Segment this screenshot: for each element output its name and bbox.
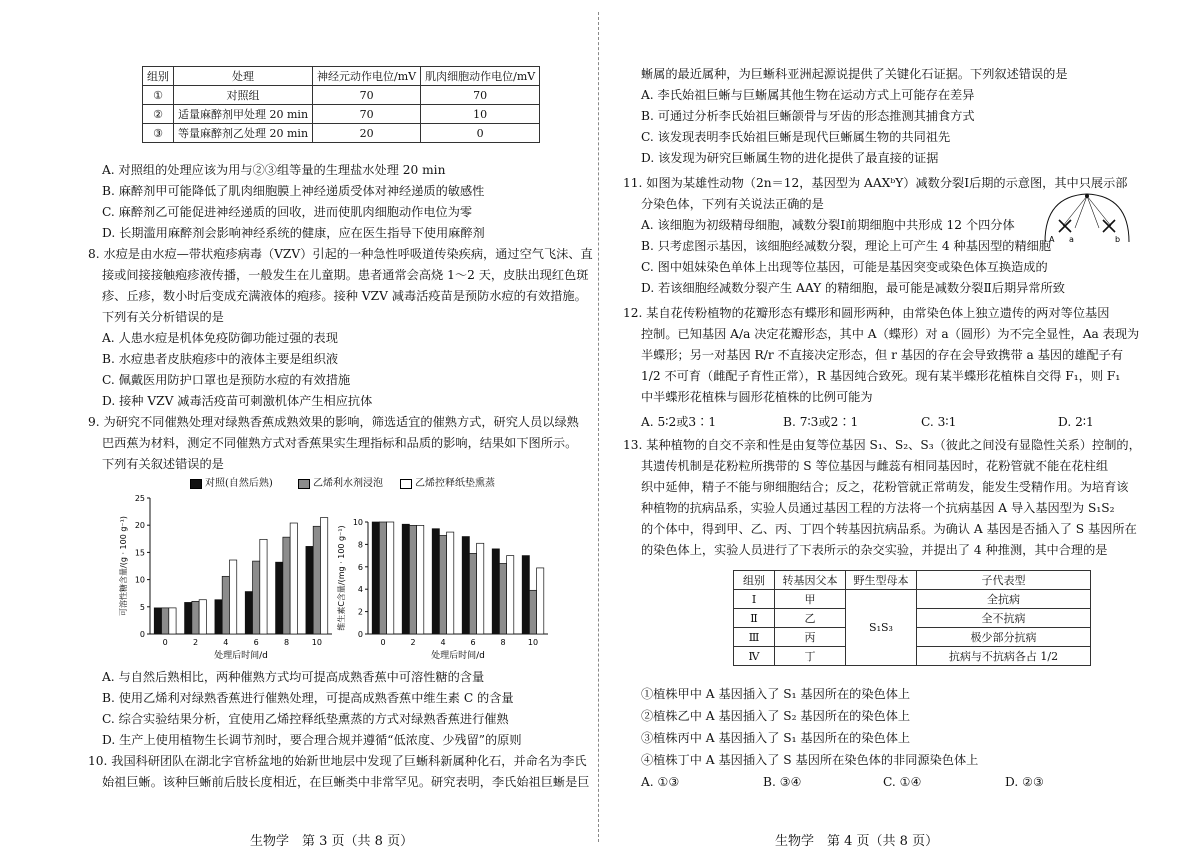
bar	[222, 576, 229, 634]
q8-stem-line: 接或间接接触疱疹液传播，一般发生在儿童期。患者通常会高烧 1～2 天，皮肤出现红色斑	[102, 268, 589, 282]
table-header: 神经元动作电位/mV	[313, 67, 421, 86]
q11-option-b: B. 只考虑图示基因，该细胞经减数分裂，理论上可产生 4 种基因型的精细胞	[641, 239, 1052, 253]
q10-option-c: C. 该发现表明李氏始祖巨蜥是现代巨蜥属生物的共同祖先	[641, 130, 951, 144]
x-tick-label: 4	[440, 638, 446, 647]
table-row	[143, 105, 540, 124]
x-tick-label: 2	[192, 638, 199, 647]
table-row	[734, 571, 1091, 590]
table-cell: 丙	[775, 628, 846, 647]
bar	[529, 590, 536, 634]
q8-stem-line: 疹、丘疹，数小时后变成充满液体的疱疹。接种 VZV 减毒活疫苗是预防水痘的有效措施。	[102, 289, 587, 303]
table-cell: 70	[313, 86, 421, 105]
y-tick-label: 4	[357, 585, 363, 595]
table-row	[734, 590, 1091, 609]
q12-option-c: C. 3∶1	[921, 415, 957, 429]
bar	[379, 522, 386, 634]
bar	[313, 526, 320, 634]
q10-option-b: B. 可通过分析李氏始祖巨蜥颌骨与牙齿的形态推测其捕食方式	[641, 109, 975, 123]
x-tick-label: 8	[500, 638, 506, 647]
table-cell: 极少部分抗病	[917, 628, 1091, 647]
bar	[154, 608, 161, 634]
meiosis-cell-figure	[1041, 190, 1133, 246]
q12-option-a: A. 5∶2或3∶1	[641, 415, 717, 429]
bar	[245, 592, 252, 634]
table-cell: Ⅲ	[734, 628, 775, 647]
x-tick-label: 4	[223, 638, 229, 647]
sugar-chart	[112, 488, 337, 664]
table-cell: 丁	[775, 647, 846, 666]
y-tick-label: 2	[357, 607, 363, 617]
table-header: 子代表型	[917, 571, 1091, 590]
q13-statement-4: ④植株丁中 A 基因插入了 S 基因所在染色体的非同源染色体上	[641, 753, 979, 767]
legend-item	[190, 474, 273, 489]
bar	[283, 537, 290, 634]
q12-stem-line: 1/2 不可育（雌配子育性正常），R 基因纯合致死。现有某半蝶形花植株自交得 F₁，则 F₁	[641, 369, 1121, 383]
q9-stem-line: 9. 为研究不同催熟处理对绿熟香蕉成熟效果的影响，筛选适宜的催熟方式，研究人员以绿熟	[88, 415, 579, 429]
q7-option-b: B. 麻醉剂甲可能降低了肌肉细胞膜上神经递质受体对神经递质的敏感性	[102, 184, 485, 198]
legend-swatch	[400, 479, 412, 489]
bar	[469, 553, 476, 634]
x-tick-label: 10	[527, 638, 539, 647]
bar	[162, 608, 169, 634]
legend-label: 对照(自然后熟)	[205, 478, 273, 489]
bar	[402, 524, 409, 634]
table-cell: 适量麻醉剂甲处理 20 min	[174, 105, 313, 124]
q8-option-b: B. 水痘患者皮肤疱疹中的液体主要是组织液	[102, 352, 339, 366]
table-header: 转基因父本	[775, 571, 846, 590]
q10-stem-line: 始祖巨蜥。该种巨蜥前后肢长度相近，在巨蜥类中非常罕见。研究表明，李氏始祖巨蜥是巨	[102, 775, 590, 789]
table-cell: ②	[143, 105, 174, 124]
q13-stem-line: 其遗传机制是花粉粒所携带的 S 等位基因与雌蕊有相同基因时，花粉管就不能在花柱组	[641, 459, 1109, 473]
q11-stem-line: 分染色体，下列有关说法正确的是	[641, 197, 824, 211]
bar	[306, 546, 313, 634]
bar	[522, 556, 529, 634]
bar	[409, 525, 416, 634]
bar	[447, 532, 454, 634]
q9-option-d: D. 生产上使用植物生长调节剂时，要合理合规并遵循“低浓度、少残留”的原则	[102, 733, 522, 747]
legend-swatch	[298, 479, 310, 489]
x-tick-label: 2	[410, 638, 416, 647]
x-tick-label: 0	[380, 638, 386, 647]
bar	[253, 561, 260, 634]
q11-option-d: D. 若该细胞经减数分裂产生 AAY 的精细胞，最可能是减数分裂Ⅱ后期异常所致	[641, 281, 1065, 295]
table-cell: S₁S₃	[846, 590, 917, 666]
x-tick-label: 8	[283, 638, 290, 647]
y-tick-label: 6	[357, 562, 363, 572]
table-header: 处理	[174, 67, 313, 86]
bar	[499, 563, 506, 634]
q13-option-b: B. ③④	[763, 775, 802, 789]
q13-stem-line: 13. 某种植物的自交不亲和性是由复等位基因 S₁、S₂、S₃（彼此之间没有显隐性关系）控制的，	[623, 438, 1141, 452]
q7-option-a: A. 对照组的处理应该为用与②③组等量的生理盐水处理 20 min	[102, 163, 446, 177]
q13-statement-2: ②植株乙中 A 基因插入了 S₂ 基因所在的染色体上	[641, 709, 911, 723]
table-cell: Ⅰ	[734, 590, 775, 609]
y-tick-label: 10	[134, 575, 145, 585]
legend-swatch	[190, 479, 202, 489]
q12-stem-line: 中半蝶形花植株与圆形花植株的比例可能为	[641, 390, 873, 404]
table-cell: 全抗病	[917, 590, 1091, 609]
legend-item	[400, 474, 495, 489]
bar	[507, 556, 514, 634]
q7-option-d: D. 长期滥用麻醉剂会影响神经系统的健康，应在医生指导下使用麻醉剂	[102, 226, 485, 240]
q13-stem-line: 的染色体上，实验人员进行了下表所示的杂交实验，并提出了 4 种推测，其中合理的是	[641, 543, 1108, 557]
legend-label: 乙烯利水剂浸泡	[313, 478, 383, 489]
table-cell: 70	[421, 86, 540, 105]
bar	[432, 529, 439, 634]
table-cell: 乙	[775, 609, 846, 628]
table-cell: 10	[421, 105, 540, 124]
q13-stem-line: 的个体中，得到甲、乙、丙、丁四个转基因抗病品系。为确认 A 基因是否插入了 S 基因所在	[641, 522, 1137, 536]
q12-stem-line: 控制。已知基因 A/a 决定花瓣形态，其中 A（蝶形）对 a（圆形）为不完全显性，Aa 表现为	[641, 327, 1140, 341]
bar	[462, 537, 469, 634]
table-cell: Ⅱ	[734, 609, 775, 628]
y-tick-label: 10	[352, 518, 363, 527]
q13-option-d: D. ②③	[1005, 775, 1044, 789]
gene-label: b	[1115, 235, 1121, 244]
y-tick-label: 5	[139, 602, 145, 612]
q11-option-a: A. 该细胞为初级精母细胞，减数分裂Ⅰ前期细胞中共形成 12 个四分体	[641, 218, 1015, 232]
q13-statement-1: ①植株甲中 A 基因插入了 S₁ 基因所在的染色体上	[641, 687, 911, 701]
gene-label: A	[1049, 235, 1055, 244]
y-tick-label: 0	[357, 630, 363, 639]
bar	[260, 539, 267, 634]
q13-option-a: A. ①③	[641, 775, 680, 789]
bar	[276, 562, 283, 634]
x-tick-label: 6	[470, 638, 476, 647]
right-page	[603, 0, 1200, 868]
q11-option-c: C. 图中姐妹染色单体上出现等位基因，可能是基因突变或染色体互换造成的	[641, 260, 1048, 274]
table-row	[143, 124, 540, 143]
bar	[185, 602, 192, 634]
table-cell: 70	[313, 105, 421, 124]
y-axis-label: 可溶性糖含量/(g · 100 g⁻¹)	[119, 516, 128, 616]
q10-option-d: D. 该发现为研究巨蜥属生物的进化提供了最直接的证据	[641, 151, 939, 165]
bar	[290, 523, 297, 634]
legend-item	[298, 474, 383, 489]
page-footer: 生物学 第 4 页（共 8 页）	[775, 834, 939, 849]
table-cell: 全不抗病	[917, 609, 1091, 628]
bar	[477, 543, 484, 634]
bar	[320, 518, 327, 634]
y-tick-label: 20	[134, 521, 145, 531]
bar	[372, 522, 379, 634]
table-cell: 0	[421, 124, 540, 143]
q13-stem-line: 种植物的抗病品系，实验人员通过基因工程的方法将一个抗病基因 A 导入基因型为 S₁S₂	[641, 501, 1115, 515]
x-tick-label: 6	[253, 638, 259, 647]
y-axis-label: 维生素C含量/(mg · 100 g⁻¹)	[337, 525, 346, 631]
q8-option-d: D. 接种 VZV 减毒活疫苗可刺激机体产生相应抗体	[102, 394, 373, 408]
bar	[537, 568, 544, 634]
vitamin-c-chart	[338, 508, 553, 664]
bar	[417, 525, 424, 634]
q13-stem-line: 织中延伸，精子不能与卵细胞结合；反之，花粉管就正常萌发，能发生受精作用。为培育该	[641, 480, 1129, 494]
bar	[492, 549, 499, 634]
q12-option-d: D. 2∶1	[1058, 415, 1094, 429]
q10-option-a: A. 李氏始祖巨蜥与巨蜥属其他生物在运动方式上可能存在差异	[641, 88, 975, 102]
table-cell: Ⅳ	[734, 647, 775, 666]
gene-label: a	[1069, 235, 1074, 244]
q12-stem-line: 12. 某自花传粉植物的花瓣形态有蝶形和圆形两种，由常染色体上独立遗传的两对等位基因	[623, 306, 1110, 320]
q8-stem-line: 下列有关分析错误的是	[102, 310, 224, 324]
q12-option-b: B. 7∶3或2∶1	[783, 415, 859, 429]
q9-stem-line: 巴西蕉为材料，测定不同催熟方式对香蕉果实生理指标和品质的影响，结果如下图所示。	[102, 436, 578, 450]
table-cell: 等量麻醉剂乙处理 20 min	[174, 124, 313, 143]
table-cell: 20	[313, 124, 421, 143]
x-axis-label: 处理后时间/d	[214, 651, 268, 661]
bar	[387, 522, 394, 634]
q11-stem-line: 11. 如图为某雄性动物（2n＝12，基因型为 AAXᵇY）减数分裂Ⅰ后期的示意图，其中只展示部	[623, 176, 1128, 190]
page-footer: 生物学 第 3 页（共 8 页）	[250, 834, 414, 849]
table-header: 组别	[734, 571, 775, 590]
q9-stem-line: 下列有关叙述错误的是	[102, 457, 224, 471]
legend-label: 乙烯控释纸垫熏蒸	[415, 478, 495, 489]
page-divider	[598, 12, 599, 842]
table-row	[143, 86, 540, 105]
q13-table	[733, 570, 1091, 666]
q7-option-c: C. 麻醉剂乙可能促进神经递质的回收，进而使肌肉细胞动作电位为零	[102, 205, 473, 219]
table-header: 组别	[143, 67, 174, 86]
y-tick-label: 8	[357, 540, 363, 550]
q13-statement-3: ③植株丙中 A 基因插入了 S₁ 基因所在的染色体上	[641, 731, 911, 745]
q13-option-c: C. ①④	[883, 775, 922, 789]
q9-option-c: C. 综合实验结果分析，宜使用乙烯控释纸垫熏蒸的方式对绿熟香蕉进行催熟	[102, 712, 509, 726]
y-tick-label: 25	[134, 494, 145, 503]
table-cell: ③	[143, 124, 174, 143]
q9-option-b: B. 使用乙烯利对绿熟香蕉进行催熟处理，可提高成熟香蕉中维生素 C 的含量	[102, 691, 514, 705]
table-cell: ①	[143, 86, 174, 105]
q10-stem-line: 10. 我国科研团队在湖北字官桥盆地的始新世地层中发现了巨蜥科新属种化石，并命名为李氏	[88, 754, 587, 768]
q8-option-a: A. 人患水痘是机体免疫防御功能过强的表现	[102, 331, 338, 345]
table-cell: 抗病与不抗病各占 1/2	[917, 647, 1091, 666]
table-header: 野生型母本	[846, 571, 917, 590]
bar	[215, 600, 222, 634]
x-axis-label: 处理后时间/d	[431, 651, 485, 661]
bar	[439, 535, 446, 634]
x-tick-label: 0	[162, 638, 168, 647]
left-page	[0, 0, 597, 868]
table-cell: 甲	[775, 590, 846, 609]
y-tick-label: 15	[134, 548, 145, 558]
bar	[169, 608, 176, 634]
q9-option-a: A. 与自然后熟相比，两种催熟方式均可提高成熟香蕉中可溶性糖的含量	[102, 670, 485, 684]
bar	[192, 601, 199, 634]
bar	[199, 600, 206, 634]
table-cell: 对照组	[174, 86, 313, 105]
x-tick-label: 10	[311, 638, 322, 647]
y-tick-label: 0	[139, 630, 145, 639]
q12-stem-line: 半蝶形；另一对基因 R/r 不直接决定形态，但 r 基因的存在会导致携带 a 基因的雄配子有	[641, 348, 1124, 362]
q10-stem-line: 蜥属的最近属种，为巨蜥科亚洲起源说提供了关键化石证据。下列叙述错误的是	[641, 67, 1068, 81]
bar	[229, 560, 236, 634]
table-row	[143, 67, 540, 86]
q8-stem-line: 8. 水痘是由水痘—带状疱疹病毒（VZV）引起的一种急性呼吸道传染疾病，通过空气飞沫、直	[88, 247, 593, 261]
q7-table	[142, 66, 540, 143]
q8-option-c: C. 佩戴医用防护口罩也是预防水痘的有效措施	[102, 373, 351, 387]
table-header: 肌肉细胞动作电位/mV	[421, 67, 540, 86]
